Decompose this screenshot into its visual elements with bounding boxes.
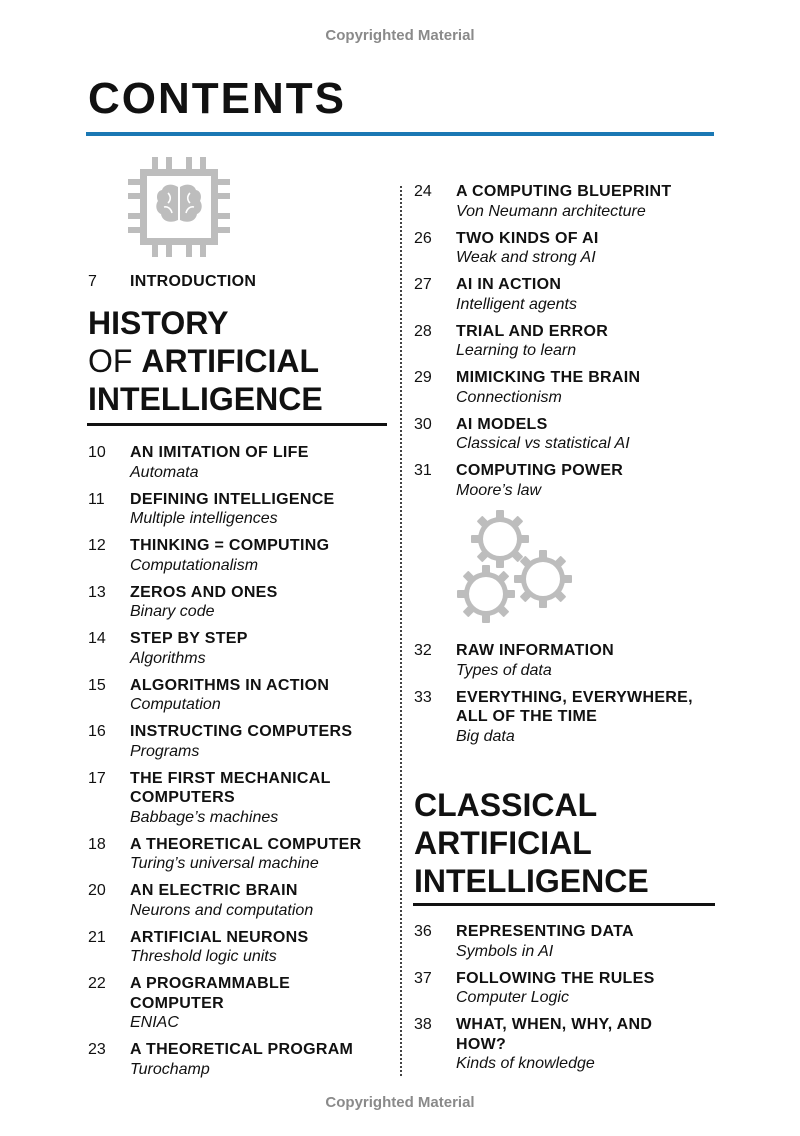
toc-entry[interactable]: [88, 835, 388, 874]
page-number: 12: [88, 537, 106, 554]
toc-entry[interactable]: [414, 922, 714, 961]
entry-text: [130, 536, 329, 575]
entry-title: A PROGRAMMABLE COMPUTER: [130, 975, 291, 1012]
entry-title: AN IMITATION OF LIFE: [130, 444, 309, 461]
entry-text: [456, 368, 640, 407]
entry-title: EVERYTHING, EVERYWHERE, ALL OF THE TIME: [456, 688, 693, 725]
entry-title: RAW INFORMATION: [456, 642, 614, 659]
page-number: 21: [88, 928, 106, 946]
toc-entry[interactable]: [88, 1040, 388, 1079]
entry-text: [130, 490, 335, 529]
entry-subtitle: Kinds of knowledge: [456, 1055, 595, 1072]
entry-subtitle: Programs: [130, 742, 200, 760]
toc-entry[interactable]: [88, 676, 388, 715]
toc-list-right-top: [414, 182, 714, 508]
entry-title: AN ELECTRIC BRAIN: [130, 882, 298, 899]
entry-text: [130, 722, 352, 761]
watermark-top: Copyrighted Material: [325, 27, 475, 44]
section-heading-line: INTELLIGENCE: [414, 863, 649, 899]
entry-subtitle: Binary code: [130, 603, 215, 620]
entry-text: [456, 229, 599, 268]
entry-title: A COMPUTING BLUEPRINT: [456, 183, 672, 200]
toc-entry[interactable]: [414, 415, 714, 454]
entry-subtitle: Symbols in AI: [456, 942, 554, 960]
entry-title: ALGORITHMS IN ACTION: [130, 676, 330, 694]
page-number: 14: [88, 630, 106, 647]
column-divider: [400, 186, 402, 1076]
entry-text: [130, 443, 309, 482]
section-heading-line: INTELLIGENCE: [88, 381, 323, 417]
entry-subtitle: Turochamp: [130, 1060, 210, 1078]
entry-title: TWO KINDS OF AI: [456, 229, 599, 247]
toc-list-right-mid: [414, 641, 714, 754]
entry-title: COMPUTING POWER: [456, 462, 624, 479]
toc-list-right-bottom: [414, 922, 714, 1081]
entry-text: [130, 928, 308, 967]
entry-subtitle: Computation: [130, 696, 221, 713]
toc-entry[interactable]: [414, 461, 714, 500]
entry-title: AI MODELS: [456, 415, 548, 433]
entry-title: ZEROS AND ONES: [130, 583, 278, 601]
entry-text: [130, 676, 329, 715]
page-number: 18: [88, 835, 106, 853]
toc-entry[interactable]: [88, 881, 388, 920]
page-number: 32: [414, 642, 432, 659]
page-number: 22: [88, 975, 106, 992]
entry-subtitle: Babbage’s machines: [130, 808, 279, 826]
section-heading-classical: [414, 786, 649, 900]
entry-subtitle: Weak and strong AI: [456, 249, 596, 266]
entry-subtitle: Algorithms: [130, 649, 206, 667]
page-number: 33: [414, 688, 432, 706]
section-heading-line: ARTIFICIAL: [414, 825, 592, 861]
toc-entry[interactable]: [414, 182, 714, 221]
gears-icon: [455, 507, 575, 627]
entry-text: [456, 1015, 652, 1074]
entry-title: THINKING = COMPUTING: [130, 537, 330, 554]
entry-text: [456, 922, 634, 961]
entry-title: INTRODUCTION: [130, 273, 257, 290]
entry-title: TRIAL AND ERROR: [456, 322, 609, 340]
page-number: 7: [88, 273, 97, 290]
entry-subtitle: Von Neumann architecture: [456, 202, 646, 220]
entry-subtitle: Computer Logic: [456, 989, 569, 1006]
section-heading-light: OF: [88, 343, 142, 379]
entry-text: [456, 461, 623, 500]
toc-entry[interactable]: [414, 641, 714, 680]
page-number: 29: [414, 369, 432, 386]
entry-subtitle: Learning to learn: [456, 342, 577, 359]
entry-text: [130, 629, 248, 668]
entry-text: [130, 769, 331, 828]
page-number: 31: [414, 462, 432, 479]
entry-text: [456, 641, 614, 680]
page-number: 17: [88, 769, 106, 787]
section-rule-classical: [413, 903, 715, 906]
entry-subtitle: Turing’s universal machine: [130, 855, 319, 872]
toc-entry[interactable]: [414, 322, 714, 361]
entry-text: [130, 881, 313, 920]
toc-list-left: [88, 443, 388, 1087]
entry-text: [456, 688, 693, 747]
page-number: 38: [414, 1016, 432, 1033]
entry-title: AI IN ACTION: [456, 276, 562, 293]
page-number: 16: [88, 723, 106, 740]
entry-title: MIMICKING THE BRAIN: [456, 369, 641, 386]
entry-title: A THEORETICAL PROGRAM: [130, 1041, 354, 1058]
entry-title: INSTRUCTING COMPUTERS: [130, 723, 353, 740]
page-number: 15: [88, 676, 106, 694]
entry-title: DEFINING INTELLIGENCE: [130, 490, 335, 508]
entry-subtitle: Classical vs statistical AI: [456, 435, 630, 452]
entry-subtitle: Types of data: [456, 661, 552, 679]
entry-subtitle: ENIAC: [130, 1014, 179, 1031]
entry-text: [130, 974, 290, 1033]
entry-subtitle: Automata: [130, 463, 199, 481]
entry-subtitle: Moore’s law: [456, 481, 542, 499]
toc-entry[interactable]: [414, 688, 714, 747]
brain-chip-icon: [128, 157, 230, 257]
entry-text: [456, 969, 655, 1008]
page-number: 28: [414, 322, 432, 340]
toc-entry[interactable]: [88, 974, 388, 1033]
entry-title: REPRESENTING DATA: [456, 923, 634, 940]
entry-subtitle: Neurons and computation: [130, 901, 314, 919]
entry-text: [456, 322, 608, 361]
page-number: 37: [414, 969, 432, 987]
page-number: 26: [414, 229, 432, 247]
toc-entry[interactable]: [88, 536, 388, 575]
page-number: 13: [88, 583, 106, 601]
page-number: 30: [414, 415, 432, 433]
page-number: 23: [88, 1041, 106, 1058]
entry-title: WHAT, WHEN, WHY, AND HOW?: [456, 1016, 653, 1053]
toc-entry[interactable]: [414, 1015, 714, 1074]
page-number: 10: [88, 444, 106, 461]
toc-entry[interactable]: [414, 229, 714, 268]
entry-text: [456, 275, 577, 314]
title-rule: [86, 132, 714, 136]
toc-entry[interactable]: [88, 443, 388, 482]
entry-subtitle: Threshold logic units: [130, 948, 277, 965]
entry-title: STEP BY STEP: [130, 630, 248, 647]
entry-text: [456, 182, 671, 221]
toc-entry[interactable]: [88, 928, 388, 967]
section-heading-bold: ARTIFICIAL: [141, 343, 320, 379]
entry-subtitle: Multiple intelligences: [130, 510, 278, 527]
toc-entry[interactable]: [414, 969, 714, 1008]
page-number: 27: [414, 276, 432, 293]
entry-title: ARTIFICIAL NEURONS: [130, 928, 309, 946]
toc-entry[interactable]: [88, 583, 388, 622]
page-title: CONTENTS: [88, 74, 346, 123]
entry-subtitle: Computationalism: [130, 556, 259, 574]
entry-text: [130, 835, 362, 874]
toc-entry[interactable]: [88, 769, 388, 828]
page-number: 36: [414, 923, 432, 940]
entry-title: A THEORETICAL COMPUTER: [130, 835, 362, 853]
toc-entry-intro[interactable]: [88, 273, 256, 291]
entry-text: [130, 583, 278, 622]
toc-entry[interactable]: [414, 275, 714, 314]
entry-text: [130, 1040, 353, 1079]
page-number: 11: [88, 490, 105, 508]
toc-entry[interactable]: [88, 629, 388, 668]
entry-subtitle: Intelligent agents: [456, 295, 577, 313]
entry-text: [456, 415, 630, 454]
entry-subtitle: Connectionism: [456, 388, 562, 406]
page-number: 24: [414, 183, 432, 200]
section-rule-history: [87, 423, 387, 426]
toc-entry[interactable]: [414, 368, 714, 407]
section-heading-line: CLASSICAL: [414, 787, 598, 823]
toc-entry[interactable]: [88, 490, 388, 529]
section-heading-line: HISTORY: [88, 305, 229, 341]
entry-title: THE FIRST MECHANICAL COMPUTERS: [130, 769, 331, 806]
entry-subtitle: Big data: [456, 727, 515, 745]
page-number: 20: [88, 882, 106, 899]
toc-entry[interactable]: [88, 722, 388, 761]
entry-title: FOLLOWING THE RULES: [456, 969, 655, 987]
watermark-bottom: Copyrighted Material: [325, 1094, 475, 1111]
section-heading-history: [88, 304, 323, 418]
